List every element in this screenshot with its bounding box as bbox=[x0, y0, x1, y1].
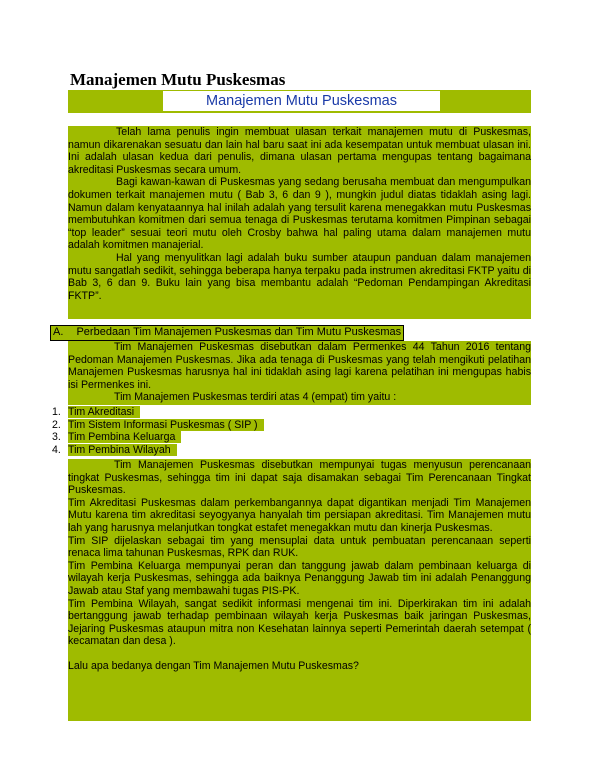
section-a-paragraph-1: Tim Manajemen Puskesmas disebutkan dalam Permenkes 44 Tahun 2016 tentang Pedoman Manajemen Puskesmas. Jika ada tenaga di Puskesmas yang telah mengikuti pelatihan Manajemen Puskesmas harusnya hal ini tidaklah asing lagi karena pelatihan ini mengupas habis isi Permenkes ini. bbox=[68, 341, 531, 391]
list-number: 4. bbox=[52, 443, 61, 456]
list-number: 2. bbox=[52, 418, 61, 431]
banner-title: Manajemen Mutu Puskesmas bbox=[163, 91, 440, 111]
section-a-intro bbox=[68, 341, 531, 405]
section-a-paragraph-3: Tim Manajemen Puskesmas disebutkan mempunyai tugas menyusun perencanaan tingkat Puskesmas, sehingga tim ini dapat saja disamakan sebagai Tim Perencanaan Tingkat Puskesmas. bbox=[68, 459, 531, 497]
list-number: 3. bbox=[52, 431, 61, 444]
section-a-marker: A. bbox=[53, 326, 64, 338]
section-a-paragraph-5: Tim SIP dijelaskan sebagai tim yang mensuplai data untuk pembuatan perencanaan seperti renaca lima tahunan Puskesmas, RPK dan RUK. bbox=[68, 534, 531, 560]
section-a-paragraph-8: Lalu apa bedanya dengan Tim Manajemen Mutu Puskesmas? bbox=[68, 659, 359, 672]
list-text: Tim Pembina Wilayah bbox=[68, 444, 177, 456]
list-text: Tim Sistem Informasi Puskesmas ( SIP ) bbox=[68, 419, 264, 431]
list-text: Tim Akreditasi bbox=[68, 406, 140, 418]
section-a-title: Perbedaan Tim Manajemen Puskesmas dan Tim Mutu Puskesmas bbox=[76, 326, 402, 338]
list-item bbox=[52, 444, 264, 457]
section-a-paragraph-2: Tim Manajemen Puskesmas terdiri atas 4 (empat) tim yaitu : bbox=[114, 391, 397, 404]
section-a-heading bbox=[50, 325, 404, 341]
list-text: Tim Pembina Keluarga bbox=[68, 431, 181, 443]
intro-paragraph-2: Bagi kawan-kawan di Puskesmas yang sedang berusaha membuat dan mengumpulkan dokumen terkait manajemen mutu ( Bab 3, 6 dan 9 ), mungkin judul diatas tidaklah asing lagi. Namun dalam kenyataannya hal inilah adalah yang tersulit karena menegakkan mutu Puskesmas membutuhkan komitmen dari semua tenaga di Puskesmas terutama komitmen Pimpinan sebagai “top leader” sesuai teori mutu oleh Crosby bahwa hal paling utama dalam manajemen mutu adalah komitmen manajerial. bbox=[68, 176, 531, 252]
list-item bbox=[52, 419, 264, 432]
section-a-paragraph-4: Tim Akreditasi Puskesmas dalam perkembangannya dapat digantikan menjadi Tim Manajemen Mutu karena tim akreditasi seyogyanya hanyalah tim persiapan akreditasi. Tim Manajemen mutu lah yang harusnya melanjutkan tongkat estafet menegakkan mutu dan kinerja Puskesmas. bbox=[68, 496, 531, 534]
title-banner bbox=[68, 90, 531, 113]
section-a-body bbox=[68, 459, 531, 721]
list-number: 1. bbox=[52, 406, 61, 418]
document-title: Manajemen Mutu Puskesmas bbox=[70, 70, 286, 89]
intro-paragraph-3: Hal yang menyulitkan lagi adalah buku sumber ataupun panduan dalam manajemen mutu sangatlah sedikit, sehingga beberapa hanya terpaku pada instrumen akreditasi FKTP yaitu di Bab 3, 6 dan 9. Buku lain yang bisa membantu adalah “Pedoman Pendampingan Akreditasi FKTP”. bbox=[68, 251, 531, 302]
team-list bbox=[52, 406, 264, 456]
intro-paragraph-1: Telah lama penulis ingin membuat ulasan terkait manajemen mutu di Puskesmas, namun dikarenakan sesuatu dan lain hal baru saat ini ada kesempatan untuk membuat ulasan ini. Ini adalah ulasan kedua dari penulis, dimana ulasan pertama mengupas tentang bagaimana akreditasi Puskesmas secara umum. bbox=[68, 126, 531, 176]
section-a-paragraph-7: Tim Pembina Wilayah, sangat sedikit informasi mengenai tim ini. Diperkirakan tim ini adalah bertanggung jawab terhadap pembinaan wilayah kerja Puskesmas baik jaringan Puskesmas, Jejaring Puskesmas ataupun mitra non Kesehatan lainnya seperti Pemerintah daerah setempat ( kecamatan dan desa ). bbox=[68, 597, 531, 648]
intro-section bbox=[68, 126, 531, 319]
list-item bbox=[52, 431, 264, 444]
list-item bbox=[52, 406, 264, 419]
section-a-paragraph-6: Tim Pembina Keluarga mempunyai peran dan tanggung jawab dalam pembinaan keluarga di wilayah kerja Puskesmas, sehingga ada baiknya Penanggung Jawab tim ini adalah Penanggung Jawab atau Staf yang membawahi tugas PIS-PK. bbox=[68, 559, 531, 597]
